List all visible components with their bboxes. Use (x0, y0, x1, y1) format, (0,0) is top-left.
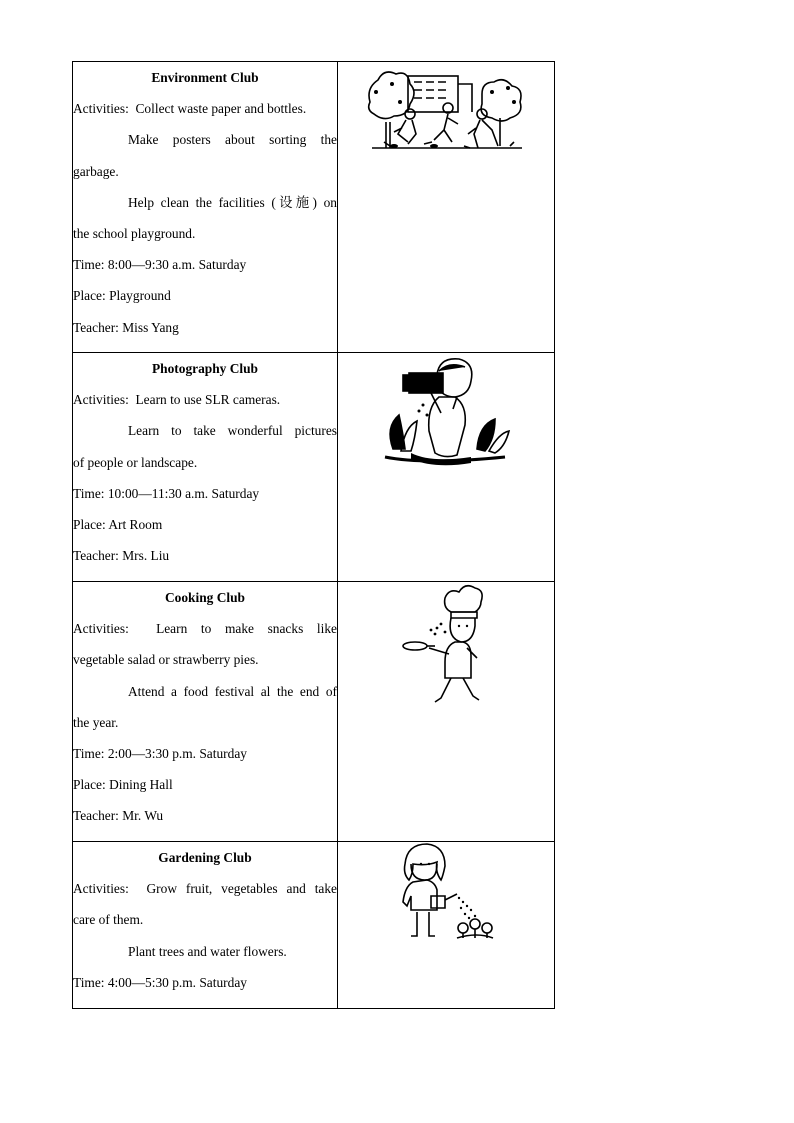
activity-line: the year. (73, 714, 119, 730)
chef-with-frying-pan-illustration (401, 582, 491, 706)
club-info-cell (73, 582, 338, 842)
club-image-cell (338, 62, 555, 353)
activity-text: Grow fruit, vegetables and take (146, 881, 337, 897)
activity-line: care of them. (73, 912, 144, 928)
club-info-cell (73, 62, 338, 353)
club-time: Time: 4:00—5:30 p.m. Saturday (73, 974, 247, 990)
clubs-table (72, 61, 555, 1009)
club-teacher: Teacher: Mr. Wu (73, 808, 164, 824)
club-place: Place: Dining Hall (73, 777, 173, 793)
club-time: Time: 10:00—11:30 a.m. Saturday (73, 485, 260, 501)
photographer-with-camera-illustration (381, 353, 511, 469)
activity-line: the school playground. (73, 225, 196, 241)
activity-line: Learn to take wonderful pictures (128, 423, 337, 439)
club-teacher: Teacher: Mrs. Liu (73, 548, 170, 564)
club-teacher: Teacher: Miss Yang (73, 319, 179, 335)
activity-line: of people or landscape. (73, 454, 198, 470)
club-time: Time: 2:00—3:30 p.m. Saturday (73, 745, 247, 761)
club-image-cell (338, 353, 555, 582)
activity-line: Plant trees and water flowers. (128, 943, 287, 959)
club-row-cooking (73, 582, 555, 842)
club-row-gardening (73, 842, 555, 1009)
club-row-environment (73, 62, 555, 353)
club-title: Photography Club (151, 361, 259, 376)
activity-line: Help clean the facilities (设施) on (128, 194, 337, 210)
activity-line: Make posters about sorting the (128, 132, 337, 148)
activity-text: Collect waste paper and bottles. (135, 101, 307, 117)
club-place: Place: Art Room (73, 516, 163, 532)
club-place: Place: Playground (73, 288, 171, 304)
activities-label: Activities: (73, 621, 129, 637)
activities-line (73, 384, 337, 415)
club-row-photography (73, 353, 555, 582)
activity-line: Attend a food festival al the end of (128, 683, 337, 699)
activities-line (73, 93, 337, 124)
club-time: Time: 8:00—9:30 a.m. Saturday (73, 257, 247, 273)
club-image-cell (338, 582, 555, 842)
activities-label: Activities: (73, 881, 129, 897)
activities-label: Activities: (73, 392, 129, 408)
activity-line: vegetable salad or strawberry pies. (73, 652, 259, 668)
activity-line: garbage. (73, 163, 119, 179)
girl-watering-flowers-illustration (391, 842, 501, 946)
club-title: Cooking Club (164, 590, 245, 605)
activities-label: Activities: (73, 101, 129, 117)
activities-line (73, 613, 337, 644)
club-info-cell (73, 353, 338, 582)
children-cleaning-playground-illustration (364, 62, 528, 158)
club-title: Gardening Club (158, 850, 252, 865)
activity-text: Learn to make snacks like (156, 621, 337, 637)
club-info-cell (73, 842, 338, 1009)
club-image-cell (338, 842, 555, 1009)
club-title: Environment Club (151, 70, 259, 85)
activity-text: Learn to use SLR cameras. (135, 392, 281, 408)
activities-line (73, 873, 337, 904)
